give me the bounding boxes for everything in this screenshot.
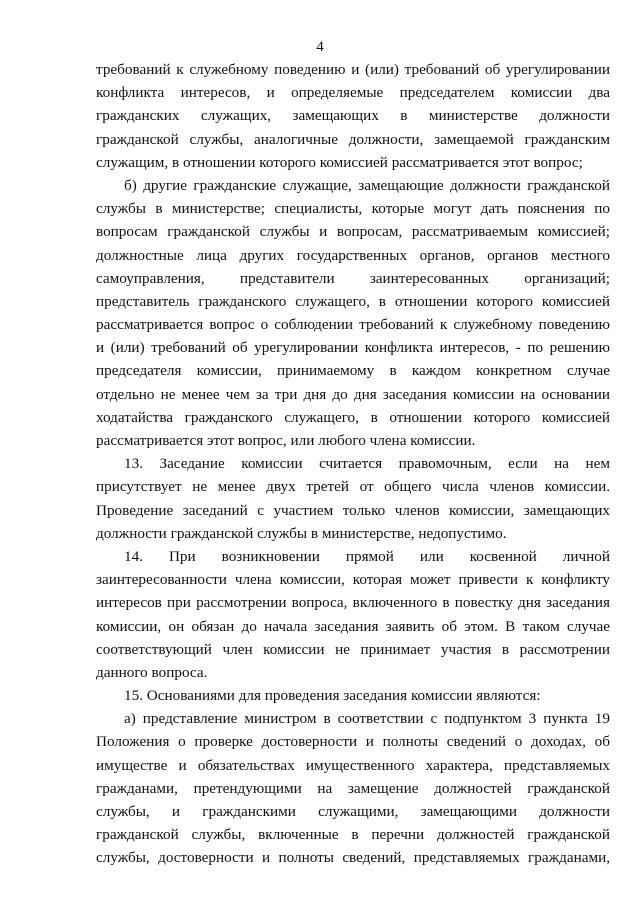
text-line: конфликта интересов, и определяемые председателем комиссии два xyxy=(96,84,610,102)
text-line: рассматривается этот вопрос, или любого члена комиссии. xyxy=(96,432,476,449)
text-line: должности гражданской службы в министерстве, недопустимо. xyxy=(96,524,507,542)
text-line: 15. Основаниями для проведения заседания комиссии являются: xyxy=(124,687,541,705)
text-line: Положения о проверке достоверности и полноты сведений о доходах, об xyxy=(96,733,610,751)
text-line: службы, достоверности и полноты сведений, представляемых гражданами, xyxy=(96,849,610,867)
text-line: требований к служебному поведению и (или) требований об урегулировании xyxy=(96,61,610,78)
text-line: 14. При возникновении прямой или косвенной личной xyxy=(124,547,610,565)
text-line: Проведение заседаний с участием только членов комиссии, замещающих xyxy=(96,501,610,519)
text-line: б) другие гражданские служащие, замещающие должности гражданской xyxy=(124,176,610,194)
text-line: а) представление министром в соответствии с подпунктом 3 пункта 19 xyxy=(124,710,610,728)
text-line: соответствующий член комиссии не принимает участия в рассмотрении xyxy=(96,640,610,658)
text-line: гражданской службы, включенные в перечни должностей гражданской xyxy=(96,826,610,844)
text-line: службы, и гражданскими служащими, замещающими должности xyxy=(96,803,610,820)
document-body xyxy=(96,58,610,870)
text-line: рассматривается вопрос о соблюдении требований к служебному поведению xyxy=(96,316,610,334)
text-line: должностные лица других государственных органов, органов местного xyxy=(96,246,610,264)
text-line: данного вопроса. xyxy=(96,663,208,681)
text-line: гражданами, претендующими на замещение должностей гражданской xyxy=(96,779,610,797)
text-line: отдельно не менее чем за три дня до дня заседания комиссии на основании xyxy=(96,385,610,403)
text-line: председателя комиссии, принимаемому в каждом конкретном случае xyxy=(96,362,610,380)
text-line: представитель гражданского служащего, в отношении которого комиссией xyxy=(96,292,610,310)
text-line: комиссии, он обязан до начала заседания заявить об этом. В таком случае xyxy=(96,617,610,635)
text-line: ходатайства гражданского служащего, в отношении которого комиссией xyxy=(96,408,610,426)
text-line: присутствует не менее двух третей от общего числа членов комиссии. xyxy=(96,478,610,496)
text-line: 13. Заседание комиссии считается правомочным, если на нем xyxy=(124,455,610,473)
text-line: самоуправления, представители заинтересованных организаций; xyxy=(96,269,610,287)
text-line: заинтересованности члена комиссии, которая может привести к конфликту xyxy=(96,571,610,589)
text-line: служащим, в отношении которого комиссией рассматривается этот вопрос; xyxy=(96,153,583,171)
text-line: гражданских служащих, замещающих в министерстве должности xyxy=(96,107,610,125)
text-line: гражданской службы, аналогичные должности, замещаемой гражданским xyxy=(96,130,610,148)
text-line: вопросам гражданской службы и вопросам, рассматриваемым комиссией; xyxy=(96,223,610,241)
text-line: службы в министерстве; специалисты, которые могут дать пояснения по xyxy=(96,200,610,218)
text-line: имуществе и обязательствах имущественного характера, представляемых xyxy=(96,756,610,774)
text-line: и (или) требований об урегулировании конфликта интересов, - по решению xyxy=(96,339,610,357)
page-number: 4 xyxy=(316,39,324,55)
text-line: интересов при рассмотрении вопроса, включенного в повестку дня заседания xyxy=(96,594,610,612)
